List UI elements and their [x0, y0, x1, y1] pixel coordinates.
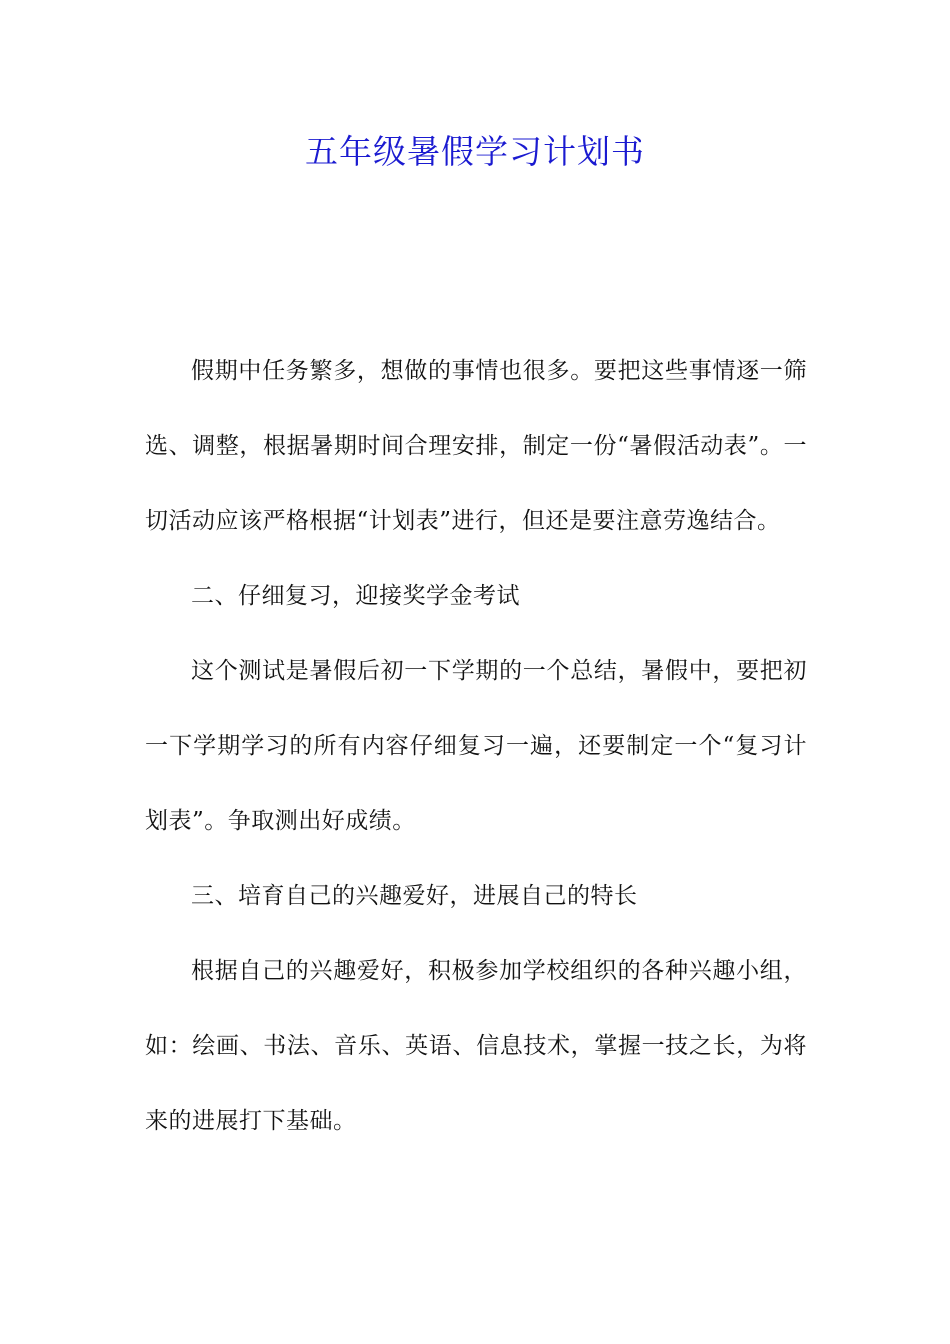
section-heading-review: 二、仔细复习，迎接奖学金考试 — [191, 583, 520, 609]
document-title: 五年级暑假学习计划书 — [305, 132, 645, 171]
paragraph-review: 这个测试是暑假后初一下学期的一个总结，暑假中，要把初一下学期学习的所有内容仔细复习一遍，还要制定一个“复习计划表”。争取测出好成绩。 — [145, 658, 807, 834]
section-heading-interests: 三、培育自己的兴趣爱好，进展自己的特长 — [191, 883, 638, 909]
document-body — [145, 334, 807, 1159]
paragraph-interests: 根据自己的兴趣爱好，积极参加学校组织的各种兴趣小组，如：绘画、书法、音乐、英语、信息技术，掌握一技之长，为将来的进展打下基础。 — [145, 958, 807, 1134]
paragraph-intro: 假期中任务繁多，想做的事情也很多。要把这些事情逐一筛选、调整，根据暑期时间合理安排，制定一份“暑假活动表”。一切活动应该严格根据“计划表”进行，但还是要注意劳逸结合。 — [145, 358, 807, 534]
